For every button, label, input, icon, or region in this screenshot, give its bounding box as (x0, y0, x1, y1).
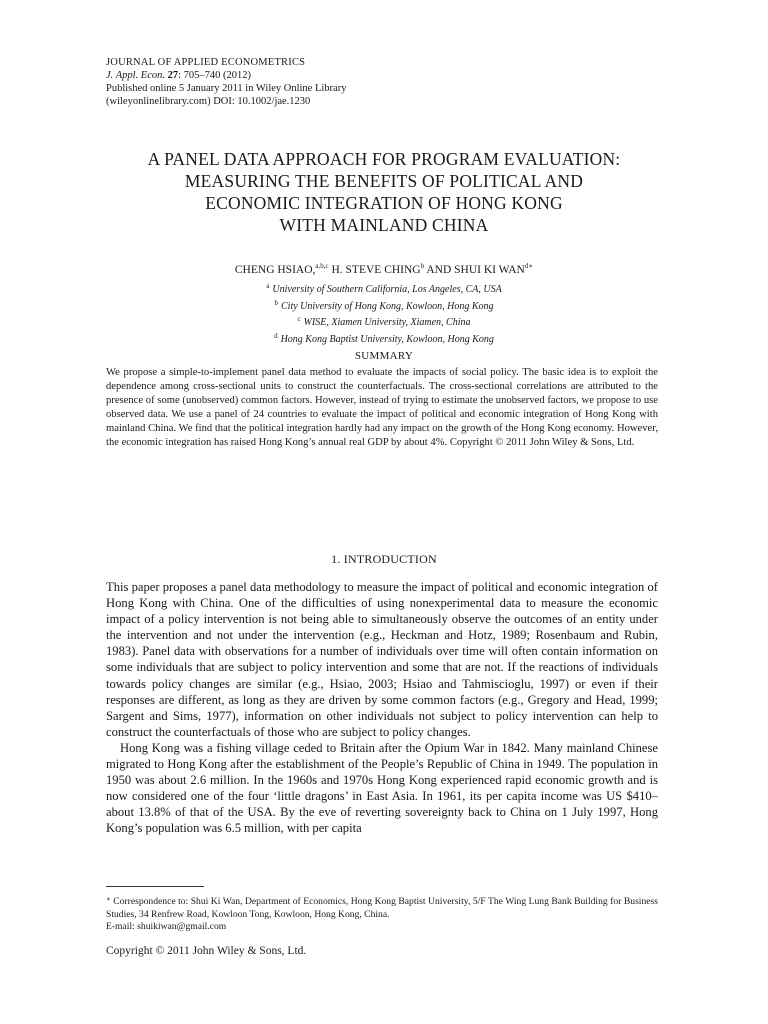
footnote-correspondence (106, 893, 658, 921)
section-heading-introduction: 1. INTRODUCTION (331, 552, 437, 566)
footnote-rule (106, 886, 204, 887)
author-2: H. STEVE CHING (328, 264, 421, 276)
footnote-email: E-mail: shuikiwan@gmail.com (106, 921, 227, 932)
affiliation-text: City University of Hong Kong, Kowloon, Hong Kong (281, 300, 494, 312)
paper-title (90, 148, 678, 236)
title-line-2: MEASURING THE BENEFITS OF POLITICAL AND (184, 171, 584, 191)
abstract-text: We propose a simple-to-implement panel data method to evaluate the impacts of social policy. The basic idea is to exploit the dependence among cross-sectional units to construct the counterfactuals. The cross-sectional correlations are attributed to the presence of some (unobserved) common factors. However, instead of trying to estimate the unobserved factors, we propose to use observed data. We use a panel of 24 countries to evaluate the impact of political and economic integration of Hong Kong with mainland China. We find that the political integration hardly had any impact on the growth of the Hong Kong economy. However, the economic integration has raised Hong Kong’s annual real GDP by about 4%. Copyright © 2011 John Wiley & Sons, Ltd. (106, 367, 658, 448)
journal-header (106, 56, 346, 108)
journal-name: JOURNAL OF APPLIED ECONOMETRICS (106, 57, 306, 68)
doi-line: (wileyonlinelibrary.com) DOI: 10.1002/jae.1230 (106, 96, 311, 107)
footnote-text: Correspondence to: Shui Ki Wan, Department of Economics, Hong Kong Baptist University, 5/F The Wing Lung Bank Building for Business Studies, 34 Renfrew Road, Kowloon Tong, Kowloon, Hong Kong, China. (106, 896, 658, 920)
citation-pages: : 705–740 (2012) (178, 70, 252, 81)
affiliation-d (90, 330, 678, 347)
affiliation-mark: a (266, 282, 270, 290)
citation-abbrev: J. Appl. Econ. (106, 70, 166, 81)
affiliations (90, 280, 678, 346)
citation-volume: 27 (167, 70, 179, 81)
correspondence-footnote (106, 893, 658, 934)
affiliation-mark: b (274, 298, 278, 307)
affiliation-b (90, 297, 678, 314)
author-1: CHENG HSIAO, (234, 264, 316, 276)
author-2-affil: b (420, 262, 425, 270)
author-list (90, 262, 678, 276)
title-line-3: ECONOMIC INTEGRATION OF HONG KONG (205, 193, 563, 213)
introduction-body (106, 579, 658, 837)
author-3: AND SHUI KI WAN (424, 264, 525, 276)
author-1-affil: a,b,c (315, 262, 329, 270)
footnote-mark: ∗ (106, 895, 111, 903)
copyright-footer: Copyright © 2011 John Wiley & Sons, Ltd. (106, 945, 307, 957)
affiliation-mark: d (274, 331, 278, 340)
author-3-affil: d∗ (524, 262, 534, 270)
paragraph: This paper proposes a panel data methodology to measure the impact of political and economic integration of Hong Kong with China. One of the difficulties of using nonexperimental data to measure the economic impact of a policy intervention is not being able to simultaneously observe the outcomes of an entity under the intervention and not under the intervention (e.g., Heckman and Hotz, 1989; Rosenbaum and Rubin, 1983). Panel data with observations for a number of individuals over time will often contain information on some individuals that are subject to policy intervention and some that are not. If the reactions of individuals towards policy changes are similar (e.g., Hsiao, 2003; Hsiao and Tahmiscioglu, 1997) or even if their responses are different, as long as they are driven by some common factors (e.g., Gregory and Head, 1999; Sargent and Sims, 1977), information on other individuals not subject to policy intervention can help to construct the counterfactuals of those who are subject to policy changes. (106, 580, 658, 739)
published-line: Published online 5 January 2011 in Wiley Online Library (106, 83, 347, 94)
affiliation-text: Hong Kong Baptist University, Kowloon, Hong Kong (280, 333, 494, 345)
journal-citation (106, 69, 346, 82)
title-line-1: A PANEL DATA APPROACH FOR PROGRAM EVALUATION: (147, 149, 621, 169)
summary-heading: SUMMARY (354, 350, 414, 362)
affiliation-c (90, 313, 678, 330)
affiliation-mark: c (297, 315, 301, 323)
affiliation-a (90, 280, 678, 297)
affiliation-text: WISE, Xiamen University, Xiamen, China (303, 317, 471, 328)
affiliation-text: University of Southern California, Los Angeles, CA, USA (272, 284, 502, 295)
title-line-4: WITH MAINLAND CHINA (279, 215, 489, 235)
paragraph: Hong Kong was a fishing village ceded to Britain after the Opium War in 1842. Many mainland Chinese migrated to Hong Kong after the establishment of the People’s Republic of China in 1949. The population in 1950 was about 2.6 million. In the 1960s and 1970s Hong Kong experienced rapid economic growth and is now considered one of the four ‘little dragons’ in East Asia. In 1961, its per capita income was US $410–about 13.8% of that of the USA. By the eve of reverting sovereignty back to China on 1 July 1997, Hong Kong’s population was 6.5 million, with per capita (106, 740, 658, 836)
